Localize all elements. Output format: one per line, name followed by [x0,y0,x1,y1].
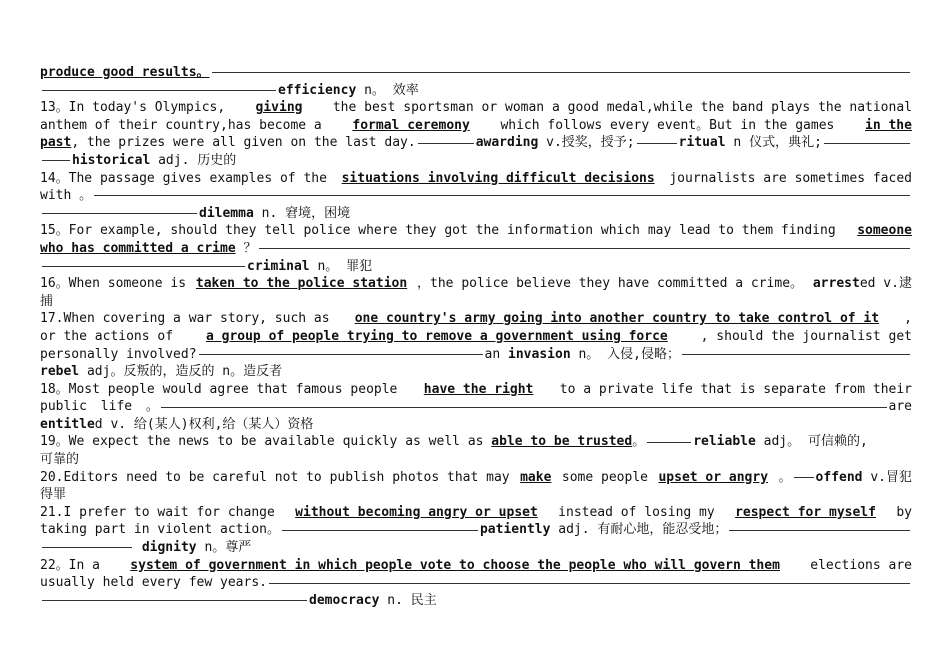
dash-leader [42,90,276,91]
line-20 [40,398,912,416]
line-11 [40,240,912,258]
line-7 [40,170,912,188]
vocab-word: democracy [309,592,380,608]
text: the best sportsman or woman a good medal,while the band plays the national [332,100,912,116]
line-3 [40,99,912,117]
vocab-word: patiently [479,522,551,538]
vocab-word: dilemma [199,205,254,221]
definition: d v. 给(某人)权利,给（某人）资格 [94,416,314,432]
line-2 [40,82,912,100]
line-5 [40,134,912,152]
text: 17.When covering a war story, such as [40,311,330,327]
key-phrase: have the right [423,381,534,397]
text: 19。We expect the news to be available quickly as well as [40,434,484,450]
line-15 [40,310,912,328]
line-16 [40,328,912,346]
key-phrase: make [520,469,552,485]
definition: n 仪式，典礼; [733,135,822,151]
vocab-word: reliable [693,434,756,450]
text: some people [561,469,648,485]
dash-leader [282,530,478,531]
line-29 [40,557,912,575]
text: 21.I prefer to wait for change [40,504,275,520]
vocab-word: arrest [812,276,860,292]
dash-leader [42,213,197,214]
text: 16。When someone is [40,276,187,292]
line-26 [40,504,912,522]
key-phrase: giving [255,100,303,116]
dash-leader [269,583,910,584]
text: 22。In a [40,557,100,573]
dash-leader [161,407,887,408]
vocab-word: entitle [40,416,95,432]
line-12 [40,258,912,276]
text: or the actions of [40,328,174,344]
key-phrase: taken to the police station [195,276,408,292]
text: to a private life that is separate from their [559,381,912,397]
text: are [888,399,912,415]
key-phrase: past [40,135,72,151]
definition: adj。 可信赖的, [763,434,868,450]
vocab-word: efficiency [278,82,357,98]
text: 可靠的 [40,452,80,468]
dash-leader [794,477,814,478]
text: personally involved? [40,346,197,362]
line-10 [40,222,912,240]
definition: n。尊严 [204,540,252,556]
key-phrase: in the [865,117,912,133]
definition: v.冒犯 [870,469,912,485]
text: , should the journalist get [700,328,912,344]
dash-leader [824,143,910,144]
text: taking part in violent action。 [40,522,280,538]
key-phrase: formal ceremony [352,117,470,133]
definition: n。 罪犯 [317,258,373,274]
line-8 [40,187,912,205]
line-17 [40,346,912,364]
dash-leader [199,354,483,355]
line-23 [40,451,912,469]
vocab-word: historical [72,152,151,168]
text: , the prizes were all given on the last day. [71,135,416,151]
definition: n。 效率 [364,82,419,98]
key-phrase: situations involving difficult decisions [341,170,655,186]
dash-leader [212,72,910,73]
line-9 [40,205,912,223]
text: 13。In today's Olympics, [40,100,226,116]
definition: n。 入侵,侵略； [578,346,680,362]
line-18 [40,363,912,381]
text: public life 。 [40,399,159,415]
text: 14。The passage gives examples of the [40,170,327,186]
key-phrase: who has committed a crime [40,240,236,256]
dash-leader [42,547,132,548]
text: , [904,311,912,327]
text: 。 [778,469,792,485]
line-14 [40,293,912,311]
key-phrase: upset or angry [658,469,769,485]
definition: adj. 有耐心地，能忍受地； [558,522,728,538]
text: instead of losing my [558,504,715,520]
line-4 [40,117,912,135]
key-phrase: without becoming angry or upset [295,504,538,520]
line-13 [40,275,912,293]
line-19 [40,381,912,399]
definition: n. 民主 [387,592,437,608]
dash-leader [42,160,70,161]
key-phrase: system of government in which people vote to choose the people who will govern them [130,557,780,573]
dash-leader [637,143,677,144]
key-phrase: respect for myself [735,504,876,520]
line-30 [40,574,912,592]
key-phrase: produce good results。 [40,65,210,80]
vocab-word: offend [815,469,863,485]
text: 15。For example, should they tell police where they got the information which may lead to them finding [40,223,836,239]
dash-leader [42,600,307,601]
text: an [484,346,501,362]
line-31 [40,592,912,610]
key-phrase: able to be trusted [491,434,633,450]
text: usually held every few years. [40,575,267,591]
text: which follows every event。But in the games [500,117,835,133]
vocab-word: ritual [678,135,726,151]
text: 18。Most people would agree that famous people [40,381,398,397]
key-phrase: a group of people trying to remove a government using force [205,328,668,344]
line-1 [40,64,912,82]
document-body [40,64,912,609]
text: elections are [810,557,912,573]
line-25 [40,486,912,504]
text: with 。 [40,188,93,204]
definition: n. 窘境，困境 [261,205,351,221]
line-27 [40,521,912,539]
text: 。 [632,434,646,450]
text: ？ [243,240,257,256]
text: 捕 [40,293,54,309]
line-21 [40,416,912,434]
line-22 [40,433,912,451]
line-28 [40,539,912,557]
vocab-word: awarding [475,135,539,151]
key-phrase: one country's army going into another country to take control of it [354,311,880,327]
text: ，the police believe they have committed a crime。 [417,276,804,292]
vocab-word: dignity [141,540,197,556]
text: by [896,504,912,520]
vocab-word: criminal [247,258,310,274]
text: anthem of their country,has become a [40,117,322,133]
vocab-word: rebel [40,364,80,380]
line-24 [40,469,912,487]
dash-leader [418,143,474,144]
definition: adj. 历史的 [158,152,237,168]
dash-leader [94,195,910,196]
dash-leader [682,354,910,355]
dash-leader [42,266,245,267]
text: 20.Editors need to be careful not to publish photos that may [40,469,510,485]
vocab-word: invasion [508,346,571,362]
text: 得罪 [40,487,67,503]
line-6 [40,152,912,170]
definition: adj。反叛的，造反的 n。造反者 [86,364,283,380]
dash-leader [729,530,910,531]
text: journalists are sometimes faced [669,170,912,186]
definition: ed v.逮 [859,276,912,292]
dash-leader [647,442,691,443]
dash-leader [259,248,910,249]
key-phrase: someone [857,223,912,239]
definition: v.授奖，授予; [546,135,635,151]
